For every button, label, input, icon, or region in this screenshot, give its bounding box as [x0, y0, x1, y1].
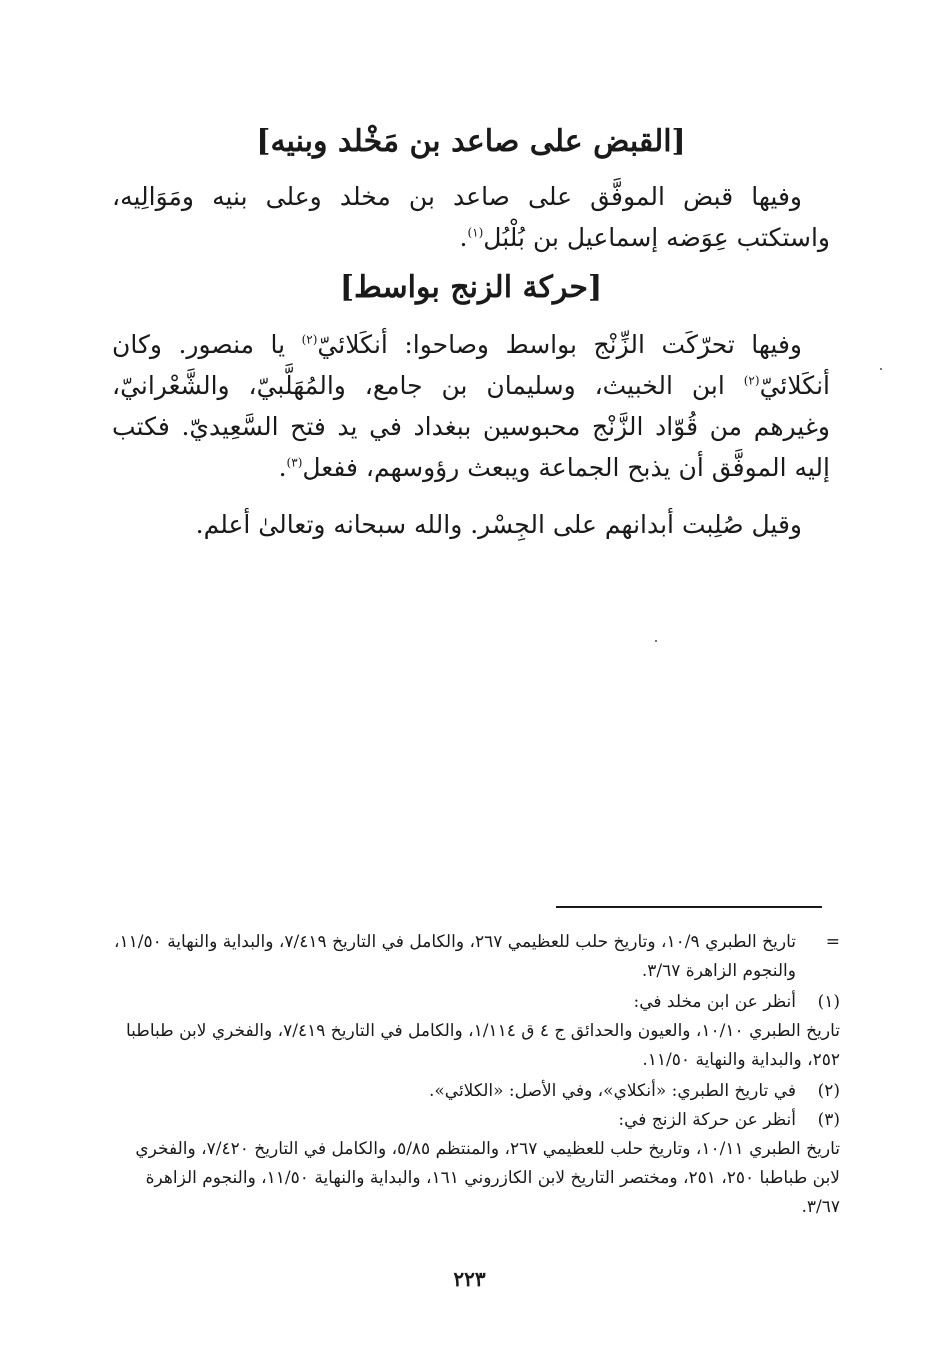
paragraph-zanj-text-a: وفيها تحرّكَت الزِّنْج بواسط وصاحوا: أنكَلائيّ: [317, 330, 803, 359]
footnote-ref-3[interactable]: (٣): [286, 455, 303, 470]
footnote-1: [114, 988, 840, 1017]
footnote-text: أنظر عن ابن مخلد في:: [633, 992, 796, 1012]
paragraph-closing: [112, 504, 830, 545]
footnote-ref-2a[interactable]: (٢): [301, 332, 318, 347]
footnote-continued: [114, 928, 840, 986]
paragraph-zanj: وفيها تحرّكَت الزِّنْج بواسط وصاحوا: أنكَلائيّ$^{(٢)}$ يا منصور. وكان أنكَلائيّ$^{(٢)}$ ابن الخبيث، وسليمان بن جامع، والمُهَلَّبيّ، والشَّعْرانيّ، وغيرهم من قُوّاد الزَّنْج محبوسين ببغداد في يد فتح السَّعِيديّ. فكتب إليه الموفَّق أن يذبح الجماعة ويبعث رؤوسهم، ففعل$^{(٣)}$.: [112, 330, 830, 482]
footnote-ref-1[interactable]: (١): [467, 225, 484, 240]
footnote-text: تاريخ الطبري ١٠/٩، وتاريخ حلب للعظيمي ٢٦٧، والكامل في التاريخ ٧/٤١٩، والبداية والنهاية ١١/٥٠، والنجوم الزاهرة ٣/٦٧.: [114, 932, 796, 981]
paragraph-zanj-text-c: ابن الخبيث، وسليمان بن جامع، والمُهَلَّبيّ، والشَّعْرانيّ، وغيرهم من قُوّاد الزَّنْج محبوسين ببغداد في يد فتح السَّعِيديّ. فكتب إليه الموفَّق أن يذبح الجماعة ويبعث رؤوسهم، ففعل: [112, 371, 830, 482]
footnote-text: في تاريخ الطبري: «أنكلاي»، وفي الأصل: «الكلائي».: [428, 1081, 796, 1101]
section-heading-zanj: [حركة الزنج بواسط]: [339, 270, 603, 305]
paragraph-arrest-text: وفيها قبض الموفَّق على صاعد بن مخلد وعلى بنيه ومَوَالِيه، واستكتب عِوَضه إسماعيل بن بُلْبُل: [112, 182, 830, 252]
footnote-ref-2b[interactable]: (٢): [743, 373, 760, 388]
scan-speck: [880, 368, 882, 370]
footnote-marker: =: [825, 932, 840, 952]
footnote-marker: (٣): [817, 1110, 840, 1130]
footnote-3-sources: تاريخ الطبري ١٠/١١، وتاريخ حلب للعظيمي ٢٦٧، والمنتظم ٥/٨٥، والكامل في التاريخ ٧/٤٢٠، والفخري لابن طباطبا ٢٥٠، ٢٥١، ومختصر التاريخ لابن الكازروني ١٦١، والبداية والنهاية ١١/٥٠، والنجوم الزاهرة ٣/٦٧.: [135, 1139, 840, 1217]
paragraph-arrest: وفيها قبض الموفَّق على صاعد بن مخلد وعلى بنيه ومَوَالِيه، واستكتب عِوَضه إسماعيل بن بُلْبُل$^{(١)}$.: [112, 182, 830, 252]
paragraph-zanj-text-b: يا منصور. وكان أنكَلائيّ: [112, 330, 830, 400]
footnote-text: أنظر عن حركة الزنج في:: [618, 1110, 796, 1130]
footnote-3: [114, 1106, 840, 1135]
footnote-1-sources: تاريخ الطبري ١٠/١٠، والعيون والحدائق ج ٤ ق ١/١١٤، والكامل في التاريخ ٧/٤١٩، والفخري لابن طباطبا ٢٥٢، والبداية والنهاية ١١/٥٠.: [126, 1021, 840, 1070]
page-number: ٢٢٣: [453, 1267, 486, 1291]
paragraph-closing-text: وقيل صُلِبت أبدانهم على الجِسْر. والله سبحانه وتعالىٰ أعلم.: [195, 510, 802, 539]
section-heading-arrest: [القبض على صاعد بن مَخْلد وبنيه]: [256, 124, 686, 159]
footnote-2: [114, 1077, 840, 1106]
scan-speck: [655, 640, 657, 642]
footnote-marker: (١): [817, 992, 840, 1012]
footnote-separator: [556, 906, 822, 908]
footnotes: [114, 928, 840, 1222]
footnote-marker: (٢): [817, 1081, 840, 1101]
